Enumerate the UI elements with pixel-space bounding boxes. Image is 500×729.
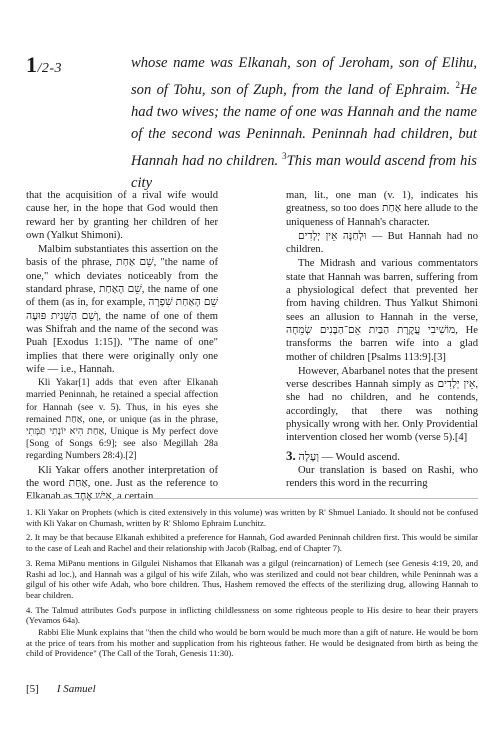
commentary-paragraph: that the acquisition of a rival wife would cause her, in the hope that God would then reward her by granting her children of her own (Yalkut Shimoni). bbox=[26, 190, 218, 241]
verse-range: /2-3 bbox=[37, 61, 63, 76]
footnote: 4. The Talmud attributes God's purpose in inflicting childlessness on some righteous people to His desire to hear their prayers (Yevamos 64a). bbox=[26, 604, 478, 626]
commentary-paragraph: Kli Yakar offers another interpretation of the word אַחַת, one. Just as the reference to Elkanah as אִישׁ אֶחָד, a certain bbox=[26, 464, 218, 503]
verse-text-3: This man would ascend from his city bbox=[131, 152, 477, 191]
commentary-paragraph: The Midrash and various commentators state that Hannah was barren, suffering from a physiological defect that prevented her from having children. Thus Yalkut Shimoni sees an allusion to Hannah in the verse, מוֹשִׁיבִי עֲקֶרֶת הַבַּיִת אֵם־הַבָּנִים שְׂמֵחָה, He transforms the barren wife into a glad mother of children [Psalms 113:9].[3] bbox=[286, 258, 478, 363]
commentary-right-column bbox=[286, 189, 478, 492]
footnote: 1. Kli Yakar on Prophets (which is cited extensively in this volume) was written by R' Shmuel Laniado. It should not be confused with Kli Yakar on Chumash, written by R' Shlomo Ephraim Lunchitz. bbox=[26, 507, 478, 528]
chapter-number: 1 bbox=[26, 52, 38, 77]
commentary-left-column bbox=[26, 189, 218, 504]
commentary-paragraph: Kli Yakar[1] adds that even after Elkanah married Peninnah, he retained a special affection for Hannah (see v. 5). Thus, in his eyes she remained אַחַת, one, or unique (as in the phrase, אַחַת הִיא יוֹנָתִי תַמָּתִי, Unique is My perfect dove [Song of Songs 6:9]; see also Megillah 28a regarding Numbers 28:4).[2] bbox=[26, 377, 218, 462]
footnote: 3. Rema MiPanu mentions in Gilgulei Nishamos that Elkanah was a gilgul (reincarnation) of Lemech (see Genesis 4:19, 20, and Rashi ad loc.), and Hannah was a gilgul of his wife Zilah, who was sterilized and could not bear children, while Peninnah was a gilgul of his other wife Adah, who bore children. Thus, Hashem removed the effects of the sterilizing drug, allowing Hannah to bear children. bbox=[26, 557, 478, 600]
verse-translation bbox=[131, 52, 477, 194]
commentary-paragraph: However, Abarbanel notes that the present verse describes Hannah simply as אֵין יְלָדִים, she had no children, and he contends, accordingly, that there was nothing physically wrong with her. Only Providential intervention closed her womb (verse 5).[4] bbox=[286, 365, 479, 444]
verse-reference bbox=[26, 52, 62, 78]
commentary-paragraph: Malbim substantiates this assertion on the basis of the phrase, שֵׁם אַחַת, "the name of one," which deviates noticeably from the standard phrase, שֵׁם הָאַחַת, the name of one of them (as in, for example, שֵׁם הָאַחַת שִׁפְרָה וְשֵׁם הַשֵּׁנִית פּוּעָה, the name of one of them was Shifrah and the name of the second was Puah [Exodus 1:15]). "The name of one" implies that there were originally only one wife — i.e., Hannah. bbox=[26, 244, 218, 375]
page-number: [5] bbox=[26, 683, 39, 695]
commentary-paragraph: Our translation is based on Rashi, who renders this word in the recurring bbox=[286, 464, 478, 490]
verse-heading-number: 3. bbox=[286, 447, 296, 463]
verse-heading bbox=[286, 449, 478, 464]
footnote-continuation: Rabbi Elie Munk explains that "then the child who would be born would be much more than a gift of nature. He would be born at the price of tears from his mother and supplication from his righteous father. He would be designated from birth as being the child of Providence" (The Call of the Torah, Genesis 11:30). bbox=[26, 627, 478, 659]
footnote-divider bbox=[26, 498, 478, 499]
footnotes bbox=[26, 507, 478, 663]
verse-text-1: whose name was Elkanah, son of Jeroham, son of Elihu, son of Tohu, son of Zuph, from the land of Ephraim. bbox=[131, 55, 477, 98]
verse-text-2: He had two wives; the name of one was Hannah and the name of the second was Peninnah. Peninnah had children, but Hannah had no children. bbox=[131, 81, 477, 169]
verse-heading-text: וְעָלָה — Would ascend. bbox=[298, 450, 401, 463]
commentary-lemma: וּלְחַנָּה אֵין יְלָדִים — But Hannah had no children. bbox=[286, 230, 478, 256]
book-title: I Samuel bbox=[56, 683, 96, 695]
footnote: 2. It may be that because Elkanah exhibited a preference for Hannah, God awarded Peninnah children first. This would be similar to the case of Leah and Rachel and their relationship with Jacob (Ralbag, end of Chapter 7). bbox=[26, 532, 478, 554]
verse-number-3: 3 bbox=[282, 150, 287, 161]
page-footer bbox=[26, 683, 96, 695]
commentary-paragraph: man, lit., one man (v. 1), indicates his greatness, so too does אַחַת here allude to the uniqueness of Hannah's character. bbox=[286, 190, 478, 228]
verse-number-2: 2 bbox=[455, 80, 460, 90]
